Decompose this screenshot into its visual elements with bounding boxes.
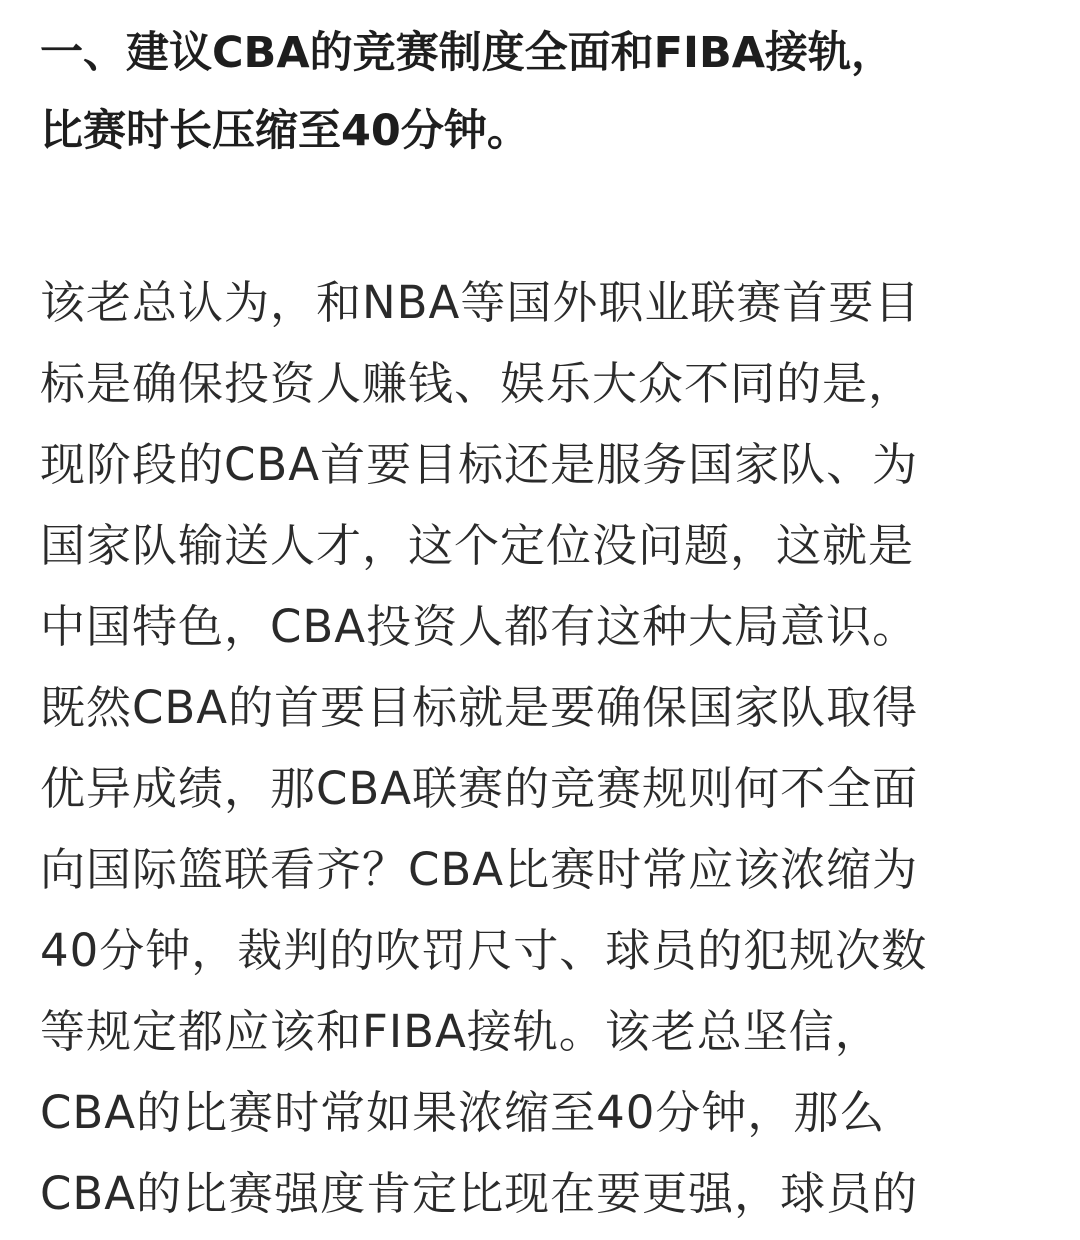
paragraph-line: 标是确保投资人赚钱、娱乐大众不同的是， bbox=[40, 357, 915, 410]
article-paragraph bbox=[40, 262, 1044, 1234]
paragraph-line: 等规定都应该和FIBA接轨。该老总坚信， bbox=[40, 1005, 881, 1058]
paragraph-line: CBA的比赛强度肯定比现在要更强，球员的 bbox=[40, 1167, 919, 1220]
paragraph-line: 该老总认为，和NBA等国外职业联赛首要目 bbox=[40, 276, 921, 329]
heading-line: 一、建议CBA的竞赛制度全面和FIBA接轨， bbox=[40, 28, 895, 78]
paragraph-line: CBA的比赛时常如果浓缩至40分钟，那么 bbox=[40, 1086, 886, 1139]
paragraph-line: 40分钟，裁判的吹罚尺寸、球员的犯规次数 bbox=[40, 924, 928, 977]
paragraph-line: 既然CBA的首要目标就是要确保国家队取得 bbox=[40, 681, 919, 734]
paragraph-line: 中国特色，CBA投资人都有这种大局意识。 bbox=[40, 600, 919, 653]
paragraph-line: 国家队输送人才，这个定位没问题，这就是 bbox=[40, 519, 915, 572]
paragraph-line: 优异成绩，那CBA联赛的竞赛规则何不全面 bbox=[40, 762, 919, 815]
paragraph-line: 向国际篮联看齐？CBA比赛时常应该浓缩为 bbox=[40, 843, 919, 896]
section-heading bbox=[40, 0, 1044, 170]
heading-line: 比赛时长压缩至40分钟。 bbox=[40, 106, 530, 156]
article bbox=[40, 0, 1044, 1234]
paragraph-line: 现阶段的CBA首要目标还是服务国家队、为 bbox=[40, 438, 919, 491]
